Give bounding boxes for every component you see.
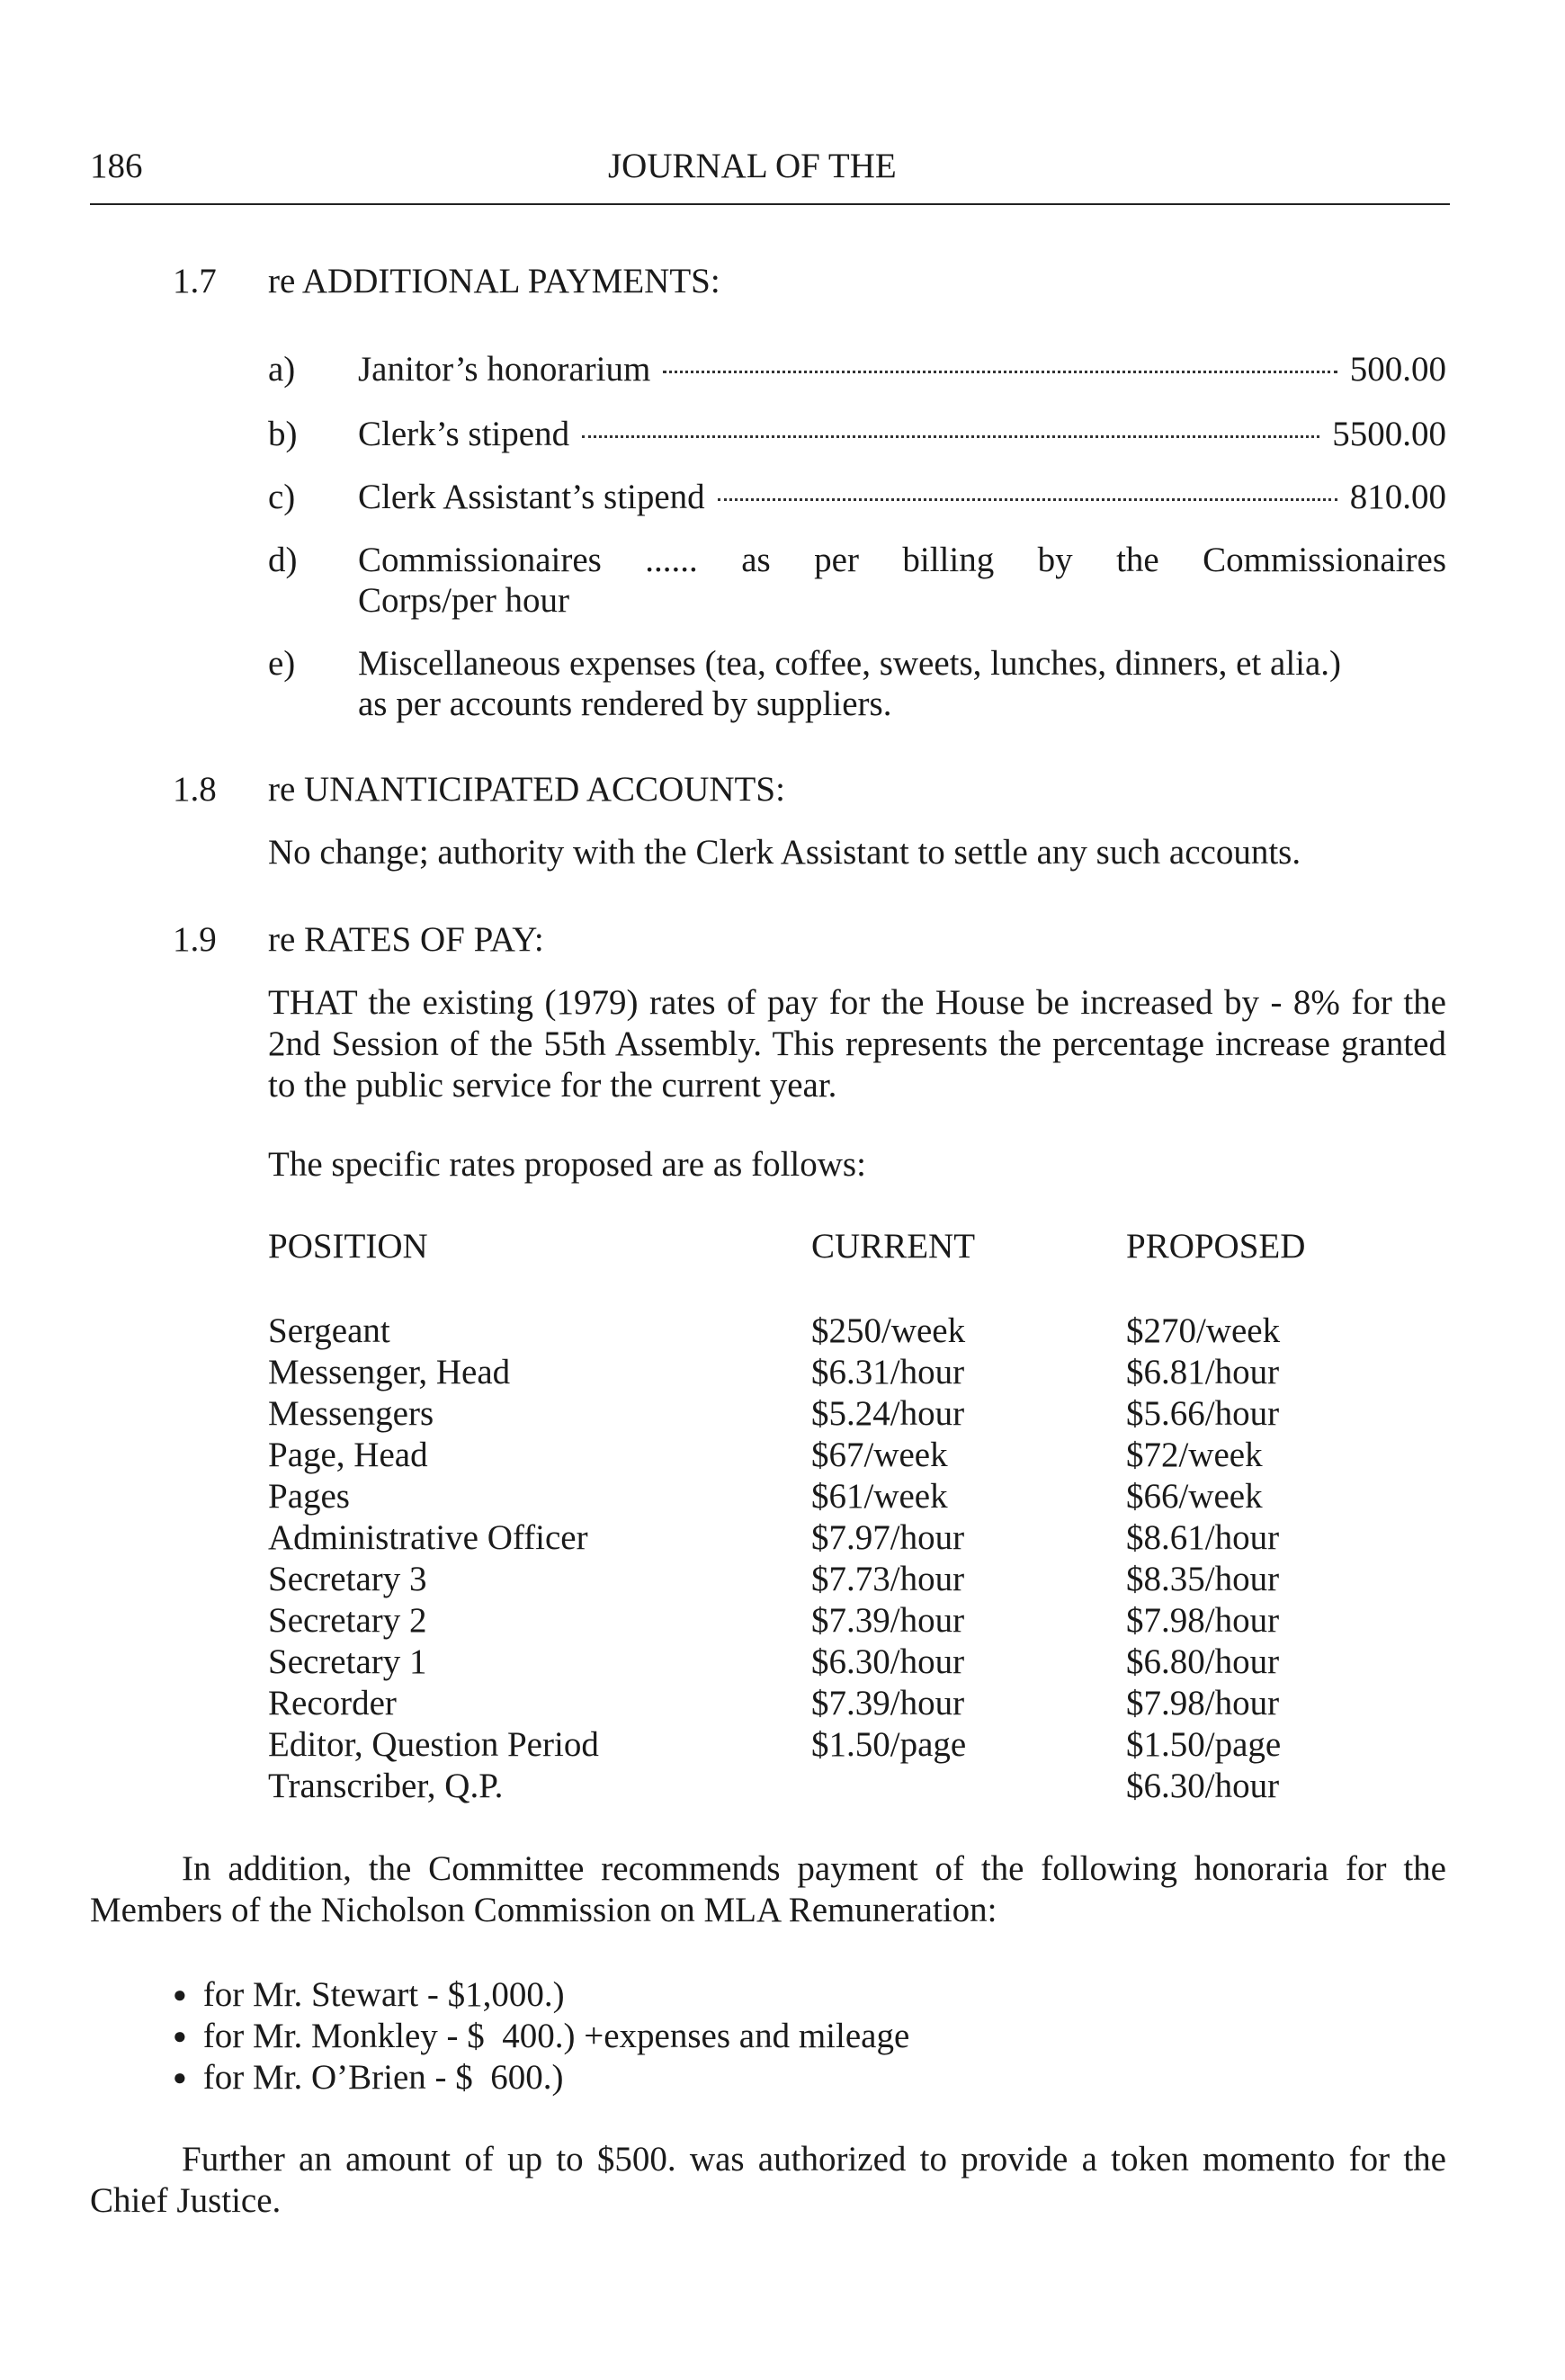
section-1-8-heading: re UNANTICIPATED ACCOUNTS: bbox=[268, 770, 785, 809]
row-current: $67/week bbox=[811, 1436, 948, 1474]
row-current: $7.73/hour bbox=[811, 1560, 965, 1598]
row-proposed: $7.98/hour bbox=[1126, 1601, 1280, 1640]
row-position: Pages bbox=[268, 1477, 350, 1516]
section-1-9-intro: The specific rates proposed are as follows: bbox=[268, 1145, 866, 1184]
item-b-line bbox=[358, 414, 1446, 456]
row-current: $7.39/hour bbox=[811, 1684, 965, 1722]
row-current: $1.50/page bbox=[811, 1725, 967, 1764]
row-proposed: $270/week bbox=[1126, 1311, 1281, 1350]
row-current: $6.30/hour bbox=[811, 1642, 965, 1681]
item-a-label: Janitor’s honorarium bbox=[358, 350, 651, 389]
section-1-9-paragraph: THAT the existing (1979) rates of pay for the House be increased by - 8% for the 2nd Session of the 55th Assembly. This represents the percentage increase granted to the public service for the current year. bbox=[268, 983, 1446, 1105]
section-1-9-heading: re RATES OF PAY: bbox=[268, 920, 544, 959]
row-position: Messengers bbox=[268, 1394, 434, 1433]
row-proposed: $6.80/hour bbox=[1126, 1642, 1280, 1681]
leader-dots bbox=[663, 371, 1337, 373]
section-1-8-text: No change; authority with the Clerk Assistant to settle any such accounts. bbox=[268, 833, 1301, 872]
honoraria-bullet-2: ● for Mr. Monkley - $ 400.) +expenses and mileage bbox=[173, 2016, 909, 2058]
item-a-letter: a) bbox=[268, 350, 296, 389]
row-current: $7.39/hour bbox=[811, 1601, 965, 1640]
row-proposed: $5.66/hour bbox=[1126, 1394, 1280, 1433]
row-proposed: $8.35/hour bbox=[1126, 1560, 1280, 1598]
table-header-position: POSITION bbox=[268, 1227, 428, 1266]
item-e-letter: e) bbox=[268, 644, 296, 683]
header-rule bbox=[90, 203, 1450, 205]
row-current: $250/week bbox=[811, 1311, 966, 1350]
row-proposed: $8.61/hour bbox=[1126, 1518, 1280, 1557]
item-b-letter: b) bbox=[268, 415, 298, 453]
row-proposed: $6.30/hour bbox=[1126, 1767, 1280, 1805]
row-current: $7.97/hour bbox=[811, 1518, 965, 1557]
row-position: Administrative Officer bbox=[268, 1518, 588, 1557]
row-position: Secretary 2 bbox=[268, 1601, 427, 1640]
item-e-text-line-1: Miscellaneous expenses (tea, coffee, sweets, lunches, dinners, et alia.) bbox=[358, 644, 1342, 683]
row-proposed: $6.81/hour bbox=[1126, 1353, 1280, 1391]
section-1-8-number: 1.8 bbox=[173, 770, 217, 809]
row-position: Recorder bbox=[268, 1684, 397, 1722]
honoraria-bullet-3: ● for Mr. O’Brien - $ 600.) bbox=[173, 2057, 563, 2099]
row-proposed: $72/week bbox=[1126, 1436, 1263, 1474]
item-e-text-line-2: as per accounts rendered by suppliers. bbox=[358, 684, 892, 723]
leader-dots bbox=[582, 435, 1319, 438]
row-position: Editor, Question Period bbox=[268, 1725, 599, 1764]
row-current: $61/week bbox=[811, 1477, 948, 1516]
page-number: 186 bbox=[90, 147, 143, 185]
item-d-text-line-1: Commissionaires ...... as per billing by the Commissionaires bbox=[358, 541, 1446, 579]
section-1-9-number: 1.9 bbox=[173, 920, 217, 959]
row-position: Sergeant bbox=[268, 1311, 390, 1350]
row-current: $6.31/hour bbox=[811, 1353, 965, 1391]
closing-paragraph: Further an amount of up to $500. was authorized to provide a token momento for the Chief Justice. bbox=[90, 2140, 1446, 2220]
section-1-7-number: 1.7 bbox=[173, 262, 217, 300]
running-title: JOURNAL OF THE bbox=[608, 147, 897, 185]
row-proposed: $66/week bbox=[1126, 1477, 1263, 1516]
row-position: Page, Head bbox=[268, 1436, 428, 1474]
row-position: Secretary 3 bbox=[268, 1560, 427, 1598]
leader-dots bbox=[718, 498, 1337, 501]
row-proposed: $1.50/page bbox=[1126, 1725, 1282, 1764]
item-c-amount: 810.00 bbox=[1349, 478, 1446, 516]
item-a-line bbox=[358, 349, 1446, 391]
item-d-letter: d) bbox=[268, 541, 298, 579]
item-b-label: Clerk’s stipend bbox=[358, 415, 570, 453]
table-header-current: CURRENT bbox=[811, 1227, 976, 1266]
row-current: $5.24/hour bbox=[811, 1394, 965, 1433]
item-a-amount: 500.00 bbox=[1349, 350, 1446, 389]
item-b-amount: 5500.00 bbox=[1332, 415, 1446, 453]
row-position: Messenger, Head bbox=[268, 1353, 511, 1391]
honoraria-bullet-1: ● for Mr. Stewart - $1,000.) bbox=[173, 1974, 565, 2017]
table-header-proposed: PROPOSED bbox=[1126, 1227, 1306, 1266]
row-proposed: $7.98/hour bbox=[1126, 1684, 1280, 1722]
row-position: Transcriber, Q.P. bbox=[268, 1767, 504, 1805]
item-d-text-line-2: Corps/per hour bbox=[358, 581, 570, 620]
item-c-letter: c) bbox=[268, 478, 296, 516]
section-1-7-heading: re ADDITIONAL PAYMENTS: bbox=[268, 262, 720, 300]
honoraria-intro: In addition, the Committee recommends payment of the following honoraria for the Members of the Nicholson Commission on MLA Remuneration: bbox=[90, 1849, 1446, 1929]
row-position: Secretary 1 bbox=[268, 1642, 427, 1681]
item-c-label: Clerk Assistant’s stipend bbox=[358, 478, 705, 516]
item-c-line bbox=[358, 477, 1446, 519]
